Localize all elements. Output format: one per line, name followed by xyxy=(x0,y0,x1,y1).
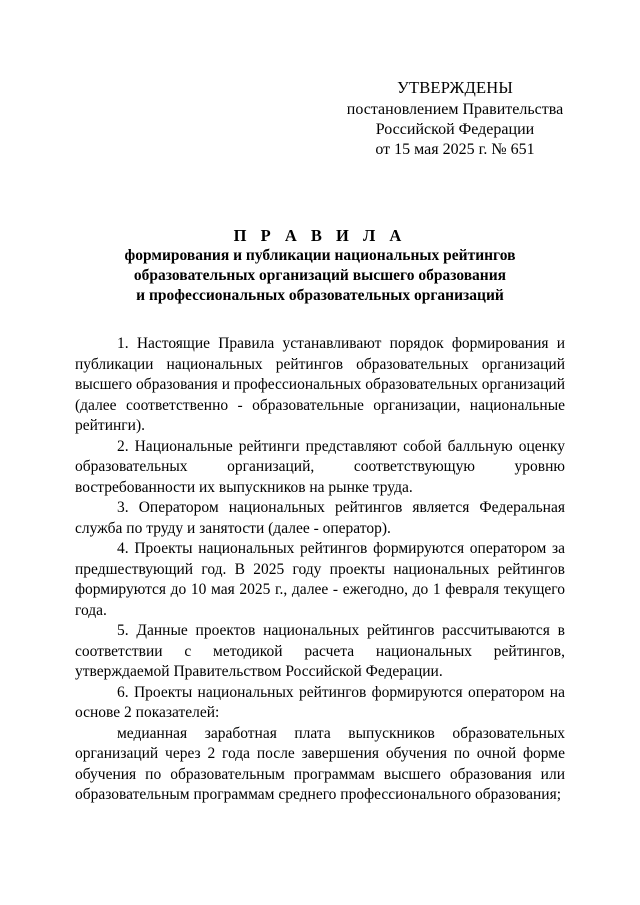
subtitle-line: и профессиональных образовательных организаций xyxy=(136,287,504,304)
paragraph: 5. Данные проектов национальных рейтингов рассчитываются в соответствии с методикой расчета национальных рейтингов, утверждаемой Правительством Российской Федерации. xyxy=(75,622,565,680)
subtitle-line: образовательных организаций высшего образования xyxy=(133,267,507,284)
approval-date: от 15 мая 2025 г. № 651 xyxy=(375,141,535,158)
paragraph: 4. Проекты национальных рейтингов формируются оператором за предшествующий год. В 2025 году проекты национальных рейтингов формируются до 10 мая 2025 г., далее - ежегодно, до 1 февраля текущего года. xyxy=(75,540,565,619)
approval-line: Российской Федерации xyxy=(375,121,535,138)
paragraph: 2. Национальные рейтинги представляют собой балльную оценку образовательных организаций, соответствующую уровню востребованности их выпускников на рынке труда. xyxy=(75,437,565,496)
approval-line: постановлением Правительства xyxy=(346,101,564,118)
paragraph: 1. Настоящие Правила устанавливают порядок формирования и публикации национальных рейтингов образовательных организаций высшего образования и профессиональных образовательных организаций (далее соответственно - образовательные организации, национальные рейтинги). xyxy=(75,335,565,434)
approval-stamp xyxy=(330,78,580,160)
subtitle-line: формирования и публикации национальных рейтингов xyxy=(124,247,516,264)
document-subtitle xyxy=(80,246,560,306)
paragraph: медианная заработная плата выпускников образовательных организаций через 2 года после завершения обучения по очной форме обучения по образовательным программам высшего образования или образовательным программам среднего профессионального образования; xyxy=(75,724,565,803)
paragraph: 3. Оператором национальных рейтингов является Федеральная служба по труду и занятости (далее - оператор). xyxy=(75,499,565,537)
document-body xyxy=(75,334,565,806)
paragraph: 6. Проекты национальных рейтингов формируются оператором на основе 2 показателей: xyxy=(75,683,565,721)
approval-title: УТВЕРЖДЕНЫ xyxy=(397,78,513,97)
document-title: П Р А В И Л А xyxy=(233,226,407,245)
